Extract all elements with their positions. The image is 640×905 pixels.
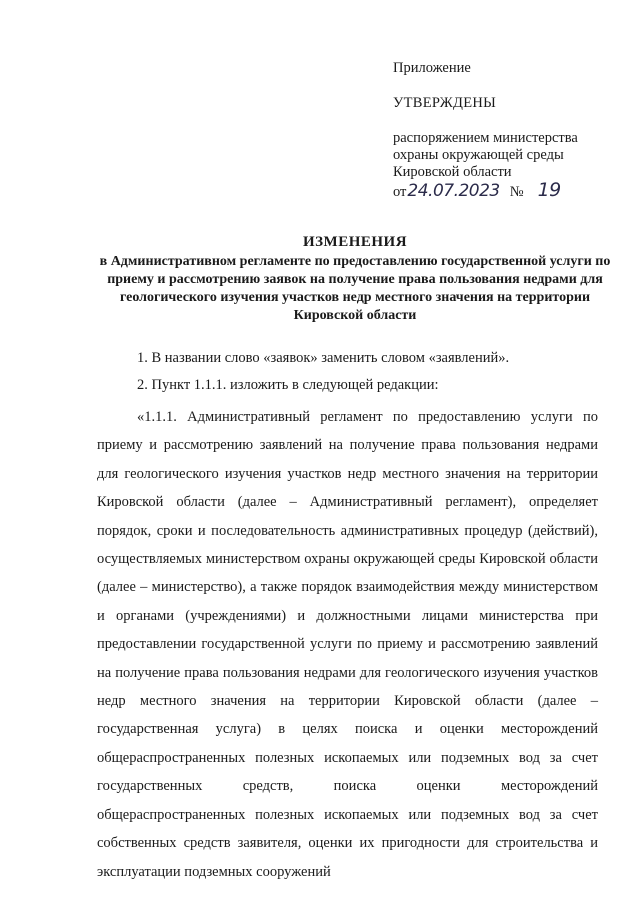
order-line: распоряжением министерства [393, 130, 578, 146]
document-subtitle: в Административном регламенте по предоставлению государственной услуги по приему и рассмотрению заявок на получение права пользования недрами для геологического изучения участков недр местного значения на территории Кировской области [99, 254, 611, 323]
handwritten-date: 24.07.2023 [407, 181, 500, 201]
order-reference [393, 130, 578, 181]
appendix-label: Приложение [393, 60, 471, 76]
from-prefix: от [393, 184, 407, 200]
list-item: 1. В названии слово «заявок» заменить словом «заявлений». [137, 350, 510, 366]
document-title: ИЗМЕНЕНИЯ [302, 234, 408, 250]
approved-label: УТВЕРЖДЕНЫ [393, 95, 497, 111]
order-line: охраны окружающей среды [393, 147, 564, 163]
number-sign: № [509, 184, 524, 200]
handwritten-number: 19 [537, 179, 561, 201]
document-heading [95, 233, 615, 325]
list-item: 2. Пункт 1.1.1. изложить в следующей редакции: [137, 377, 439, 393]
order-date-number-line [393, 179, 561, 201]
order-line: Кировской области [393, 164, 512, 180]
body-paragraph: «1.1.1. Административный регламент по предоставлению услуги по приему и рассмотрению заявлений на получение права пользования недрами для геологического изучения участков недр местного значения на территории Кировской области (далее – Административный регламент), определяет порядок, сроки и последовательность административных процедур (действий), осуществляемых министерством охраны окружающей среды Кировской области (далее – министерство), а также порядок взаимодействия между министерством и органами (учреждениями) и должностными лицами министерства при предоставлении государственной услуги по приему и рассмотрению заявлений на получение права пользования недрами для геологического изучения участков недр местного значения на территории Кировской области (далее – государственная услуга) в целях поиска и оценки месторождений общераспространенных полезных ископаемых или подземных вод за счет государственных средств, поиска оценки месторождений общераспространенных полезных ископаемых или подземных вод за счет собственных средств заявителя, оценки их пригодности для строительства и эксплуатации подземных сооружений [97, 409, 598, 880]
